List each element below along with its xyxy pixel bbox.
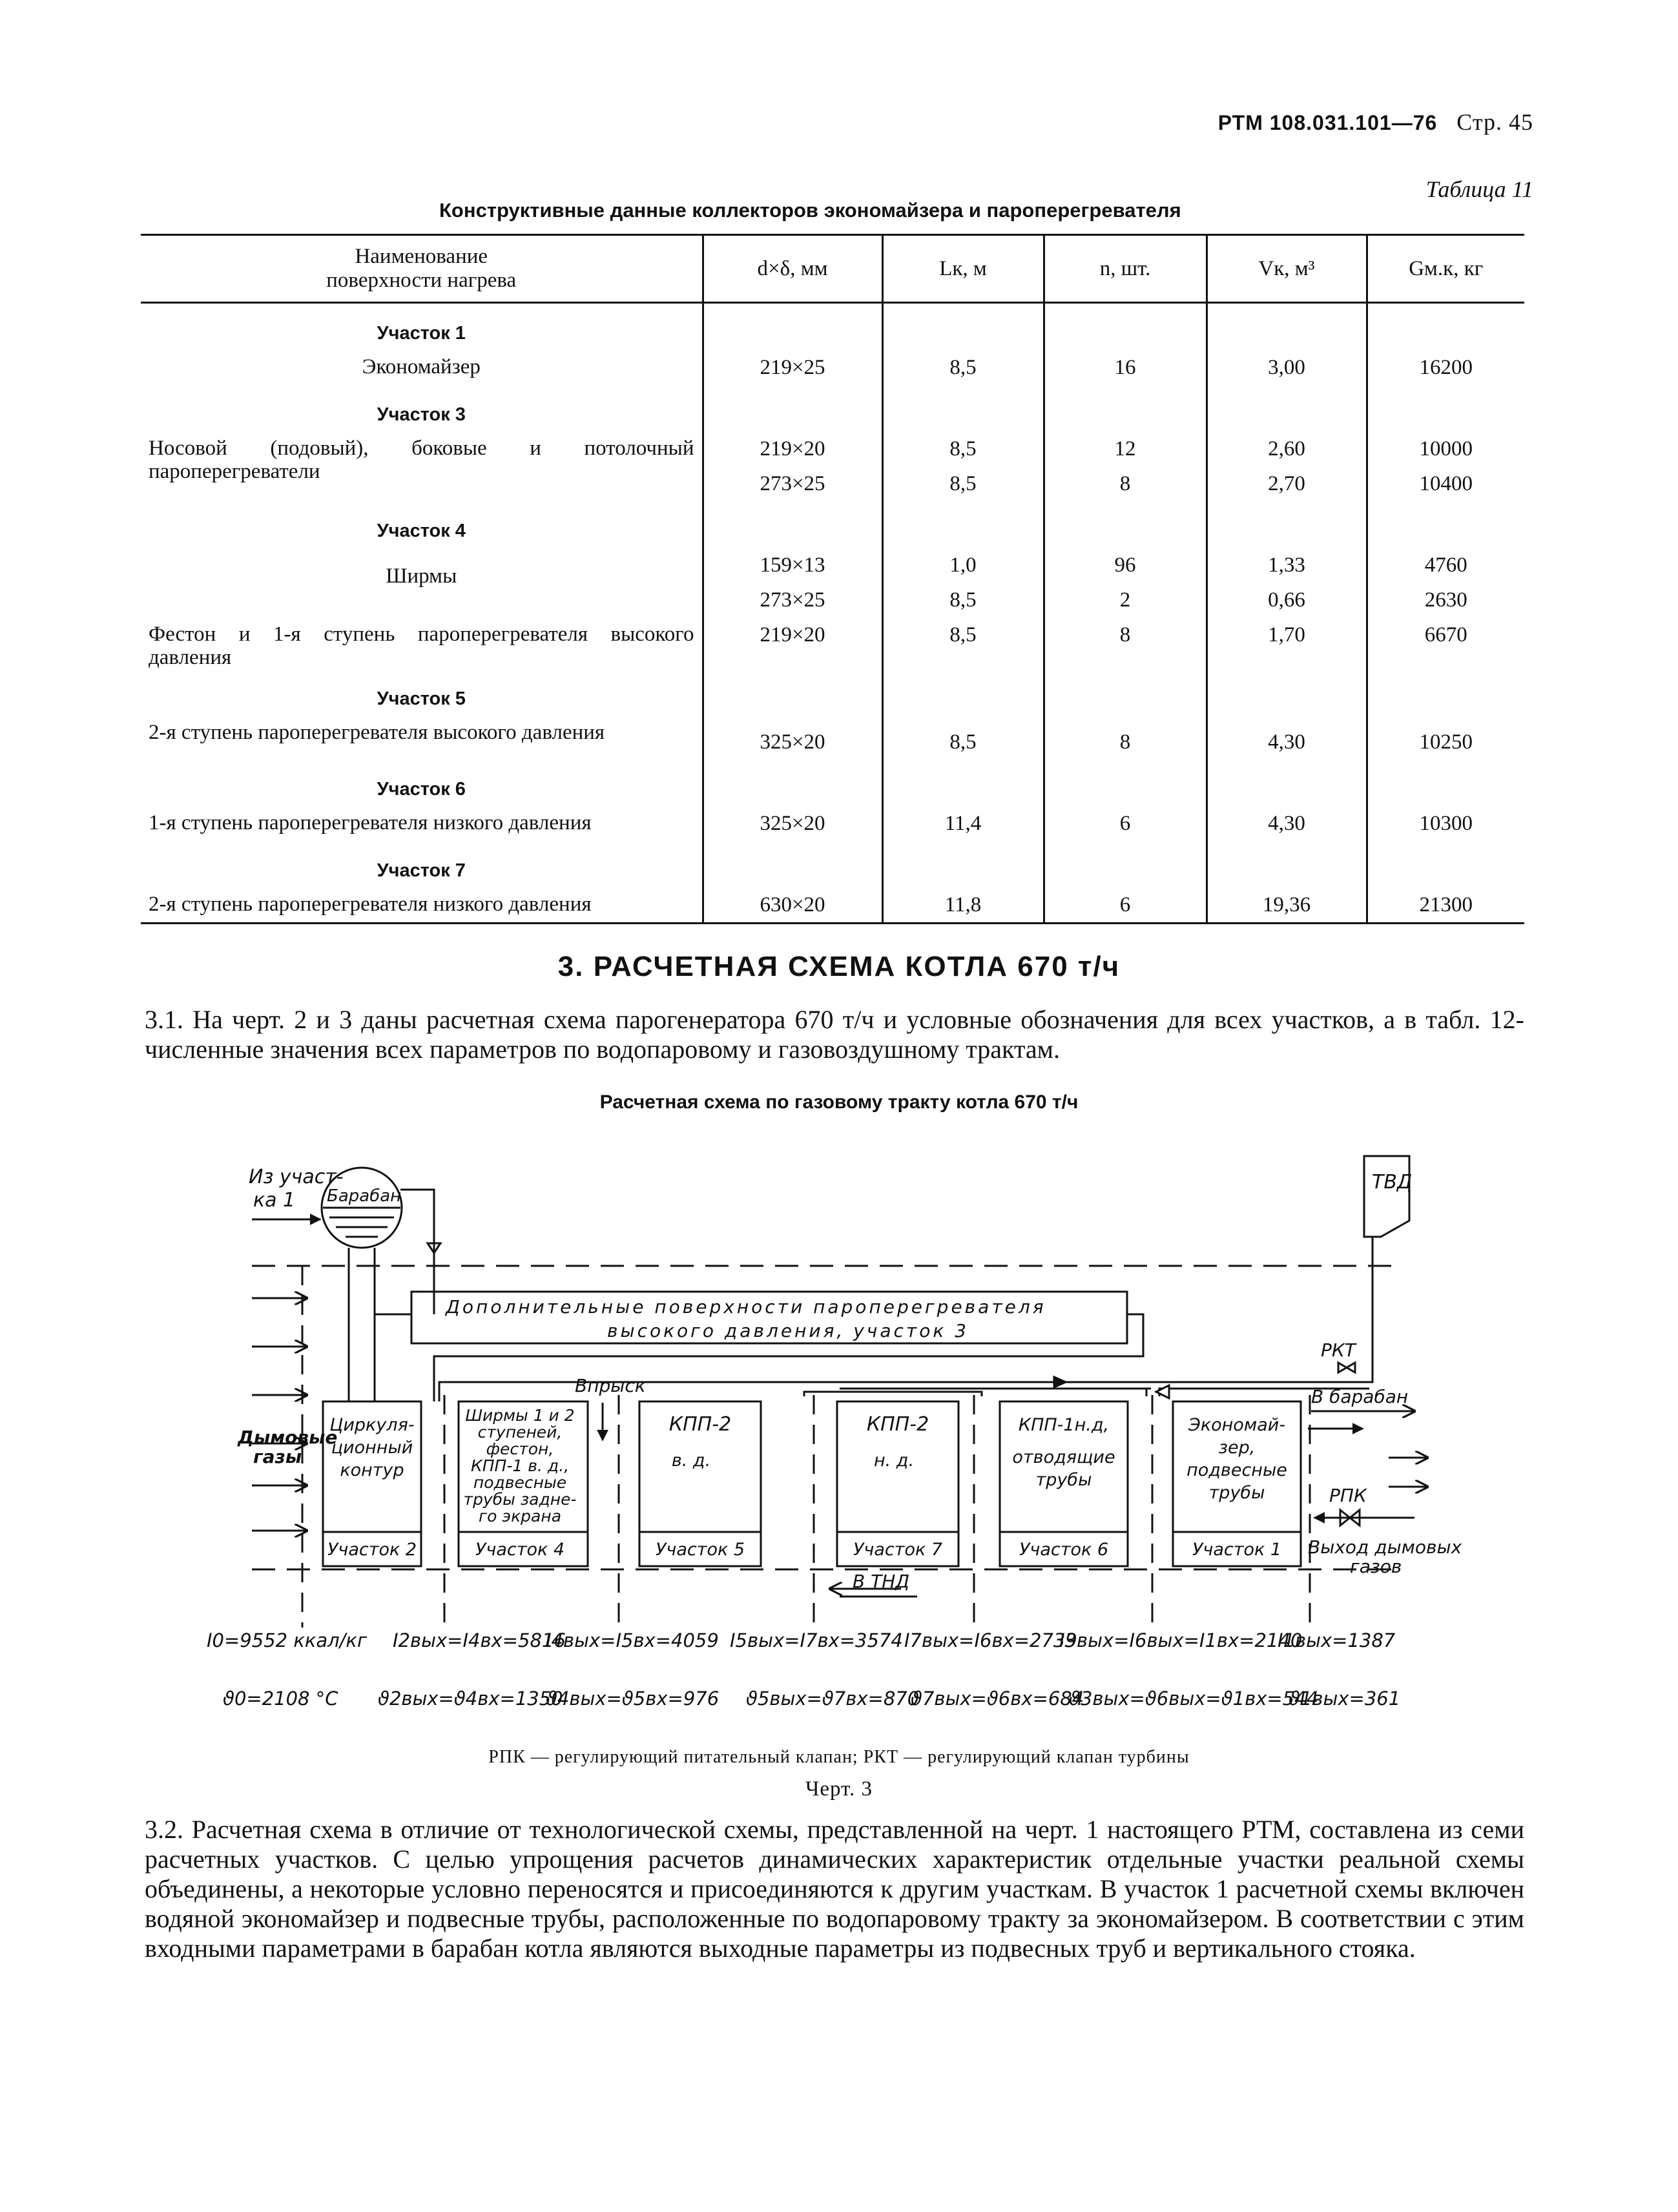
table-section-row: Участок 5: [141, 669, 1524, 716]
extra-surfaces-line-2: высокого давления, участок 3: [607, 1320, 969, 1341]
flue-out-label-1: Выход дымовых: [1308, 1536, 1462, 1558]
table-section-row: Участок 1: [141, 303, 1524, 351]
enthalpy-0: I0=9552 ккал/кг: [207, 1629, 368, 1651]
enthalpy-5: I3вых=I6вых=I1вх=2140: [1059, 1629, 1303, 1651]
block-4-line-3: фестон,: [486, 1440, 554, 1458]
section-heading: 3. РАСЧЕТНАЯ СХЕМА КОТЛА 670 т/ч: [557, 951, 1121, 982]
table-row: Экономайзер 219×25 8,5 16 3,00 16200: [141, 350, 1524, 385]
block-7-label: Участок 7: [853, 1540, 943, 1560]
block-1-line-1: Экономай-: [1188, 1415, 1286, 1435]
paragraph-3-1: 3.1. На черт. 2 и 3 даны расчетная схема парогенератора 670 т/ч и условные обозначения для всех участков, а в табл. 12-численные значения всех параметров по водопаровому и газовоздушному трактам.: [145, 1005, 1524, 1064]
table-section-row: Участок 6: [141, 760, 1524, 806]
flue-out-label-2: газов: [1350, 1556, 1402, 1577]
enthalpy-2: I4вых=I5вх=4059: [546, 1629, 719, 1651]
table-header-row: [141, 235, 1524, 303]
block-5-label: Участок 5: [655, 1540, 745, 1560]
rpk-label: РПК: [1329, 1485, 1367, 1506]
block-1-line-3: подвесные: [1186, 1460, 1287, 1480]
col-header-n: n, шт.: [1044, 235, 1207, 303]
block-2-line-3: контур: [340, 1460, 404, 1480]
block-4-line-1: Ширмы 1 и 2: [465, 1406, 575, 1425]
table-section-row: Участок 7: [141, 841, 1524, 887]
temperature-0: ϑ0=2108 °C: [223, 1688, 338, 1710]
figure-number: Черт. 3: [805, 1777, 873, 1801]
tvd-label: ТВД: [1372, 1171, 1413, 1194]
paragraph-3-2: 3.2. Расчетная схема в отличие от технологической схемы, представленной на черт. 1 настоящего РТМ, составлена из семи расчетных участков. С целью упрощения расчетов динамических характеристик отдельные участки реальной схемы объединены, а некоторые условно переносятся и присоединяются к другим участкам. В участок 1 расчетной схемы включен водяной экономайзер и подвесные трубы, расположенные по водопаровому тракту за экономайзером. В соответствии с этим входными параметрами в барабан котла являются выходные параметры из подвесных труб и вертикального стояка.: [145, 1815, 1524, 1963]
block-7-line-1: КПП-2: [866, 1413, 929, 1436]
table-row: Носовой (подовый), боковые и потолочный пароперегреватели 219×20 273×25 8,5 8,5 12 8 2,60 2,70 10000 10400: [141, 431, 1524, 501]
block-2-label: Участок 2: [327, 1540, 417, 1560]
figure-title: Расчетная схема по газовому тракту котла 670 т/ч: [599, 1091, 1079, 1113]
block-7-line-2: н. д.: [873, 1451, 915, 1471]
col-header-name: Наименование поверхности нагрева: [141, 235, 703, 303]
enthalpy-4: I7вых=I6вх=2739: [904, 1629, 1077, 1651]
collectors-table: [141, 234, 1524, 924]
temperature-6: ϑ1вых=361: [1289, 1688, 1401, 1710]
block-4-line-6: трубы задне-: [463, 1490, 577, 1509]
injection-label: Впрыск: [575, 1375, 646, 1396]
table-row: Ширмы 159×13 273×25 1,0 8,5 96 2 1,33 0,66 4760 2630: [141, 548, 1524, 617]
rkt-label: РКТ: [1321, 1339, 1356, 1361]
page-header: [1218, 109, 1533, 136]
col-header-d: d×δ, мм: [703, 235, 882, 303]
col-header-l: Lк, м: [882, 235, 1044, 303]
from-section-label-1: Из участ-: [249, 1166, 344, 1188]
boiler-scheme-diagram: [0, 1137, 1678, 1744]
extra-surfaces-line-1: Дополнительные поверхности пароперегревателя: [446, 1296, 1046, 1318]
block-6-line-3: трубы: [1035, 1470, 1092, 1490]
block-6-line-2: отводящие: [1012, 1447, 1115, 1467]
from-section-label-2: ка 1: [253, 1189, 296, 1212]
temperature-3: ϑ5вых=ϑ7вх=870: [746, 1688, 920, 1710]
block-1-line-4: трубы: [1208, 1483, 1265, 1503]
flue-gas-label-1: Дымовые: [238, 1427, 338, 1448]
to-drum-label: В барабан: [1311, 1386, 1409, 1407]
table-row: Фестон и 1-я ступень пароперегревателя высокого давления 219×20 8,5 8 1,70 6670: [141, 617, 1524, 669]
temperature-1: ϑ2вых=ϑ4вх=1350: [378, 1688, 563, 1710]
block-4-line-4: КПП-1 в. д.,: [470, 1456, 570, 1475]
block-5-line-1: КПП-2: [668, 1413, 732, 1436]
table-section-row: Участок 3: [141, 385, 1524, 431]
temperature-4: ϑ7вых=ϑ6вх=684: [911, 1688, 1084, 1710]
block-6-label: Участок 6: [1019, 1540, 1109, 1560]
flue-gas-label-2: газы: [253, 1446, 302, 1467]
table-section-row: Участок 4: [141, 501, 1524, 548]
block-5-line-2: в. д.: [671, 1451, 711, 1471]
block-2-line-2: ционный: [331, 1438, 413, 1458]
block-1-label: Участок 1: [1192, 1540, 1282, 1560]
enthalpy-6: I1вых=1387: [1278, 1629, 1396, 1651]
table-row: 2-я ступень пароперегревателя высокого давления 325×20 8,5 8 4,30 10250: [141, 716, 1524, 760]
drum-label: Барабан: [327, 1186, 402, 1206]
block-4-line-2: ступеней,: [477, 1423, 563, 1442]
temperature-2: ϑ4вых=ϑ5вх=976: [546, 1688, 720, 1710]
to-lp-turbine-label: В ТНД: [853, 1571, 910, 1592]
table-row: 2-я ступень пароперегревателя низкого давления 630×20 11,8 6 19,36 21300: [141, 887, 1524, 924]
col-header-v: Vк, м³: [1207, 235, 1367, 303]
block-2-line-1: Циркуля-: [329, 1415, 415, 1435]
enthalpy-3: I5вых=I7вх=3574: [730, 1629, 903, 1651]
page-number: Стр. 45: [1456, 109, 1533, 135]
doc-code: РТМ 108.031.101—76: [1217, 111, 1438, 134]
block-4-line-7: го экрана: [478, 1507, 562, 1525]
block-6-line-1: КПП-1н.д,: [1018, 1415, 1110, 1435]
temperature-5: ϑ3вых=ϑ6вых=ϑ1вх=544: [1069, 1688, 1319, 1710]
block-4-line-5: подвесные: [473, 1473, 567, 1492]
block-1-line-2: зер,: [1218, 1438, 1256, 1458]
table-number: Таблица 11: [1425, 176, 1533, 202]
figure-caption: РПК — регулирующий питательный клапан; РКТ — регулирующий клапан турбины: [488, 1747, 1190, 1767]
table-title: Конструктивные данные коллекторов экономайзера и пароперегревателя: [439, 199, 1181, 222]
col-header-g: Gм.к, кг: [1367, 235, 1524, 303]
table-row: 1-я ступень пароперегревателя низкого давления 325×20 11,4 6 4,30 10300: [141, 806, 1524, 841]
enthalpy-1: I2вых=I4вх=5816: [393, 1629, 566, 1651]
block-4-label: Участок 4: [475, 1540, 565, 1560]
